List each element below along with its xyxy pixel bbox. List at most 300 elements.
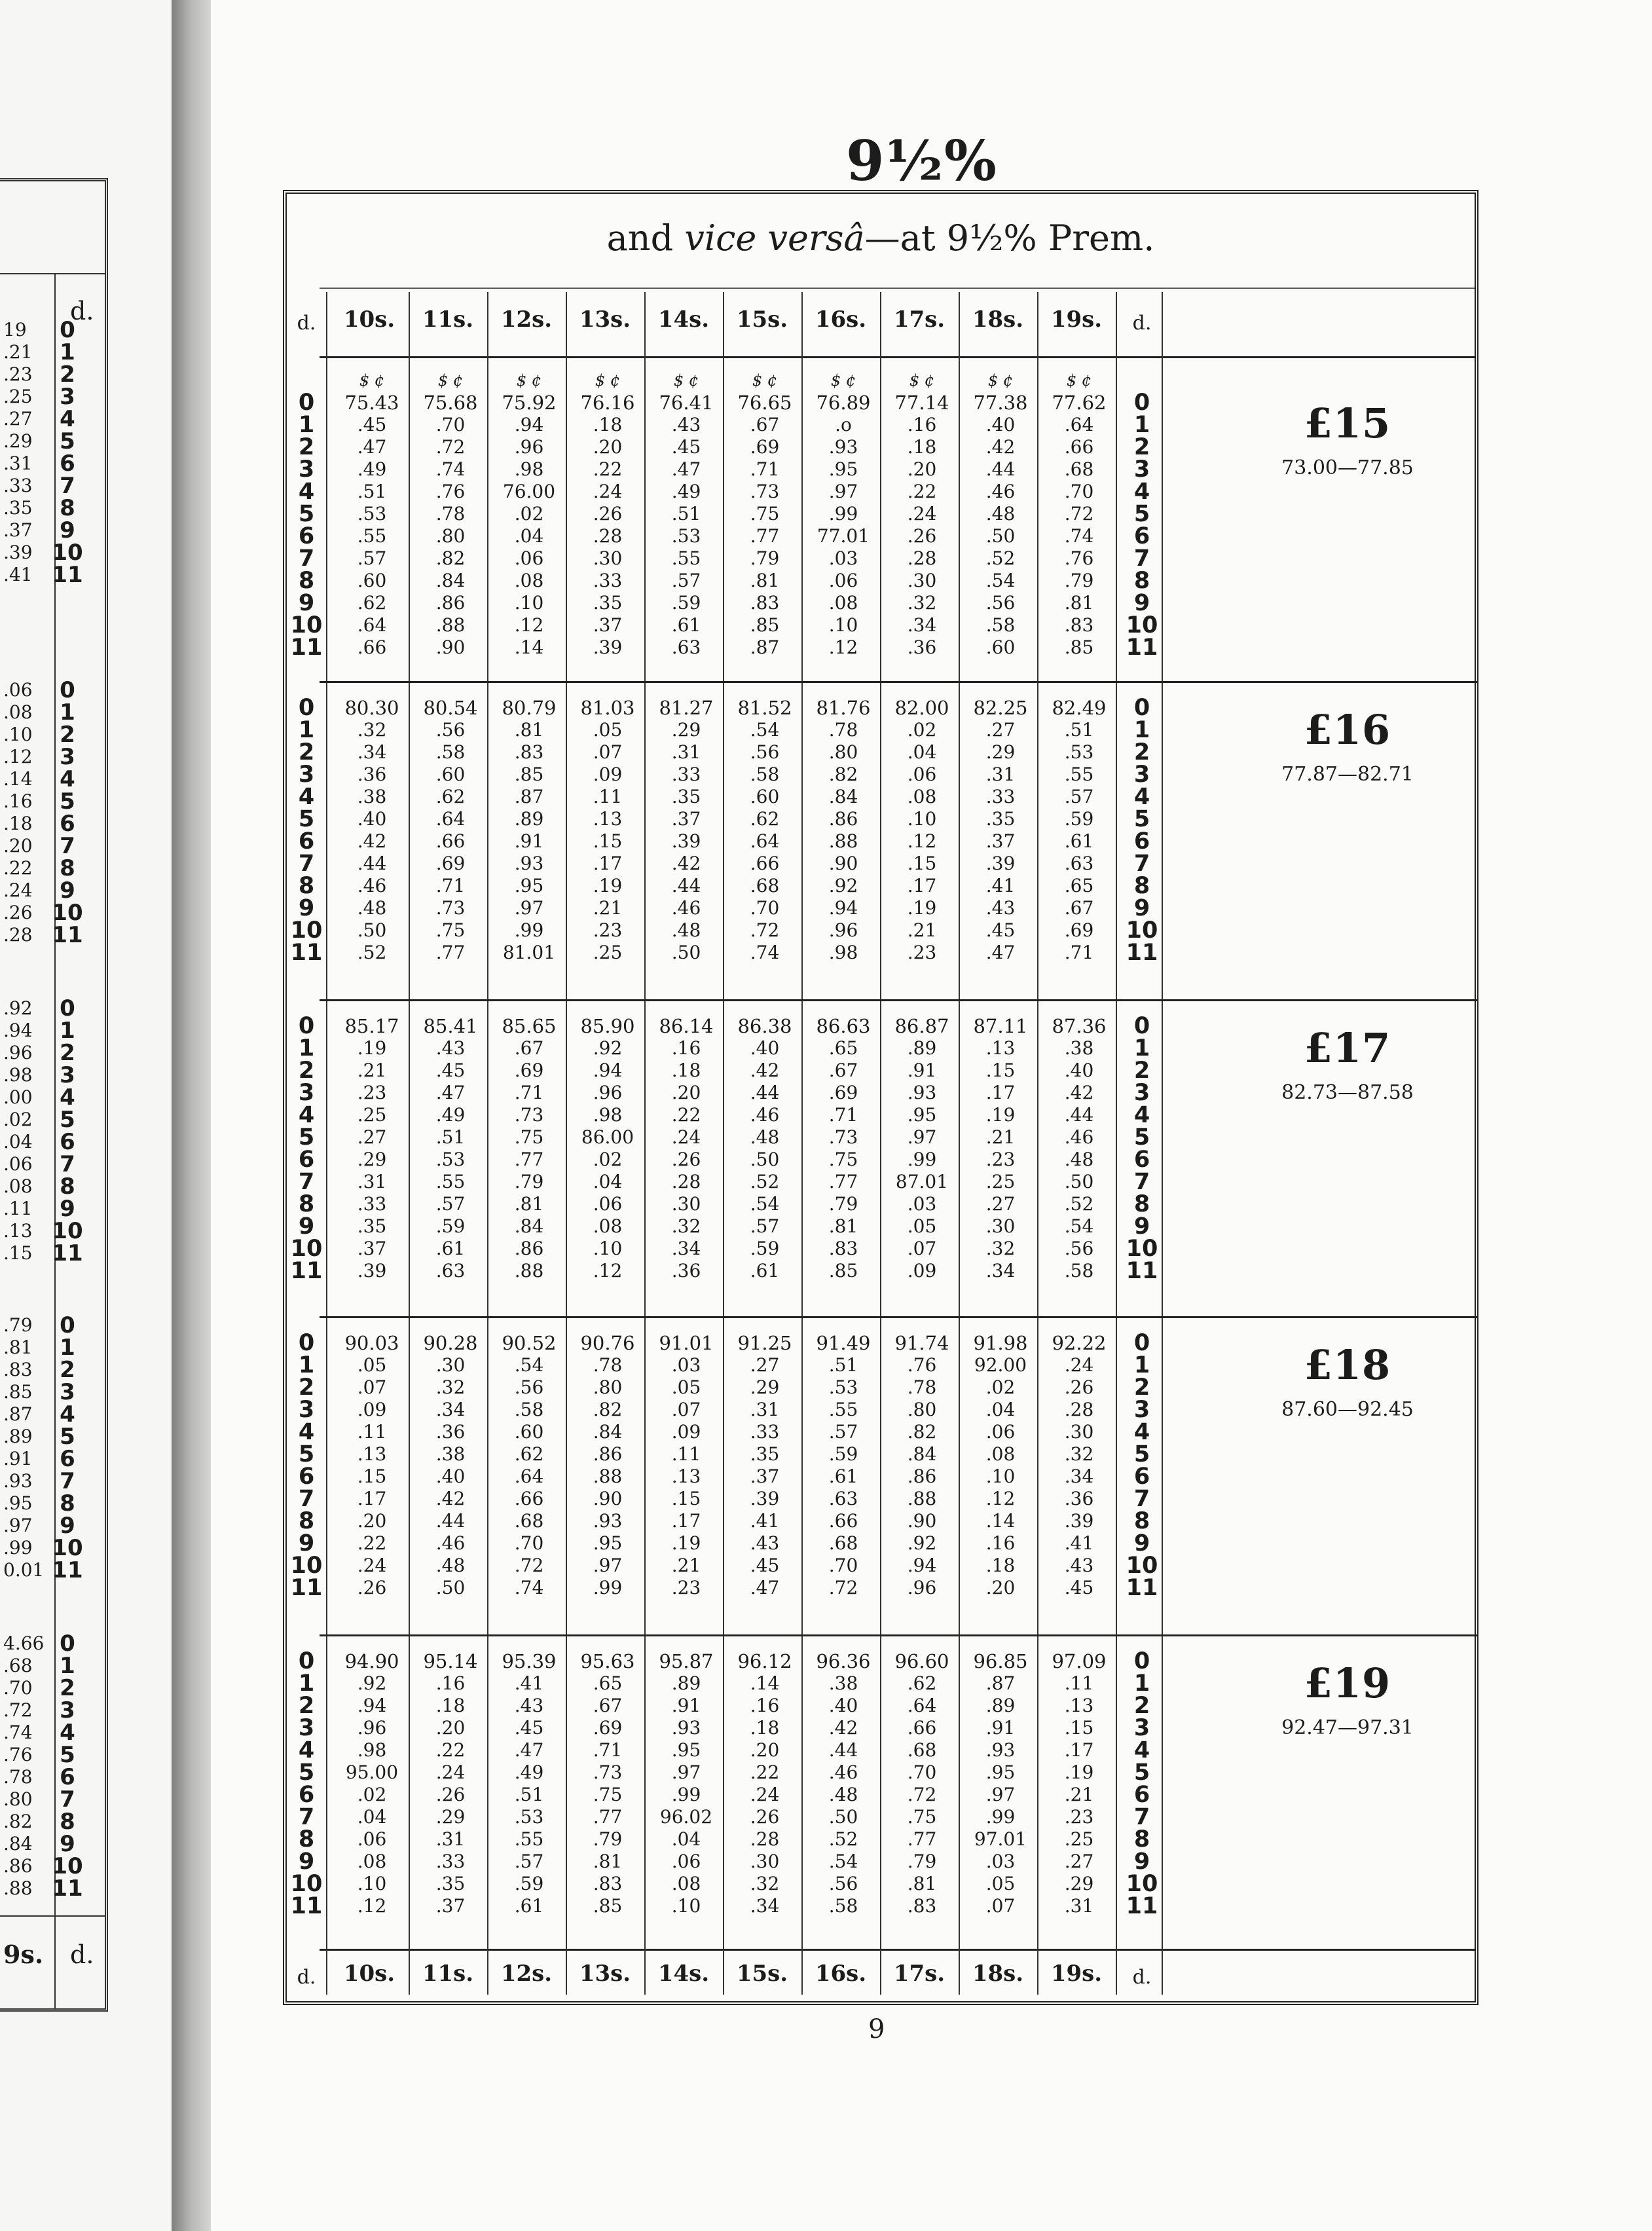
rate-value: .78	[435, 503, 466, 525]
rate-value: .22	[357, 1532, 387, 1554]
rate-value: .43	[514, 1695, 544, 1716]
rate-value: .91	[514, 830, 544, 852]
pence-label: 7	[298, 1804, 315, 1830]
rate-value: .83	[593, 1873, 623, 1894]
left-page-value: .02	[3, 1109, 33, 1130]
pence-label: 7	[1133, 1804, 1150, 1830]
rate-value: .07	[985, 1895, 1016, 1917]
rate-value: .52	[750, 1171, 780, 1192]
rate-value: .51	[671, 503, 701, 525]
left-page-pence: 8	[60, 495, 75, 521]
left-page-value: .08	[3, 1175, 33, 1197]
rate-value: .70	[1064, 481, 1094, 502]
left-page-row	[3, 997, 86, 1020]
rate-value: .62	[435, 786, 466, 807]
left-page-value: .41	[3, 564, 33, 585]
rate-value: .38	[828, 1672, 858, 1694]
rate-value: .64	[435, 808, 466, 830]
rate-value: .82	[435, 547, 466, 569]
rate-value: .66	[828, 1510, 858, 1532]
rate-value: .63	[828, 1488, 858, 1509]
left-footer-shilling: 9s.	[3, 1940, 44, 1969]
rate-value: .11	[671, 1443, 701, 1465]
rate-value: .16	[671, 1037, 701, 1059]
rate-value: .97	[985, 1784, 1016, 1805]
rate-value: .98	[593, 1104, 623, 1126]
rate-value: .77	[828, 1171, 858, 1192]
pence-label: 2	[1133, 1374, 1150, 1401]
rate-value: .60	[435, 764, 466, 785]
rate-value: 77.01	[817, 525, 870, 547]
rate-value: .78	[907, 1376, 937, 1398]
rate-value: .31	[671, 741, 701, 763]
rate-value: .48	[435, 1555, 466, 1576]
rate-value: .40	[435, 1466, 466, 1487]
pence-label: 9	[298, 1849, 315, 1875]
rate-value: .45	[435, 1060, 466, 1081]
rate-value: .14	[985, 1510, 1016, 1532]
left-page-value: .83	[3, 1359, 33, 1380]
value-column-17s	[883, 392, 961, 659]
rate-value: .26	[907, 525, 937, 547]
pence-label: 6	[1133, 523, 1150, 549]
value-column-15s	[725, 1650, 804, 1917]
pence-label: 5	[298, 501, 315, 527]
rate-value: .61	[671, 614, 701, 636]
rate-value: .36	[907, 636, 937, 658]
pence-column-left	[287, 392, 326, 659]
rate-value: .71	[514, 1082, 544, 1103]
rate-value: .11	[593, 786, 623, 807]
rate-value: 81.01	[502, 942, 556, 963]
left-page-value: .70	[3, 1677, 33, 1699]
left-page-row	[3, 564, 86, 586]
rate-value: .10	[671, 1895, 701, 1917]
pence-label: 1	[1133, 1670, 1150, 1697]
rate-value: .58	[750, 764, 780, 785]
left-page-pence: 1	[60, 699, 75, 726]
left-page-value: .15	[3, 1242, 33, 1264]
rate-value: .69	[828, 1082, 858, 1103]
rate-value: .32	[985, 1238, 1016, 1259]
rate-value: .58	[514, 1399, 544, 1420]
left-facing-page	[0, 0, 172, 2231]
left-page-row	[3, 1744, 86, 1766]
rate-value: .74	[514, 1577, 544, 1598]
left-page-pence: 6	[60, 811, 75, 837]
rate-value: .93	[985, 1739, 1016, 1761]
pence-label: 5	[1133, 806, 1150, 832]
header-shilling-17: 17s.	[893, 306, 945, 333]
left-page-value: .18	[3, 813, 33, 834]
rate-value: .62	[750, 808, 780, 830]
rate-value: .65	[1064, 875, 1094, 896]
rate-value: .84	[828, 786, 858, 807]
left-page-pence: 6	[60, 451, 75, 477]
pence-label: 6	[298, 1147, 315, 1173]
rate-value: 76.65	[737, 392, 792, 414]
rate-value: .12	[985, 1488, 1016, 1509]
rate-value: .43	[1064, 1555, 1094, 1576]
rate-value: .57	[1064, 786, 1094, 807]
rate-value: .22	[907, 481, 937, 502]
rate-value: .10	[357, 1873, 387, 1894]
left-page-value: .25	[3, 386, 33, 407]
rate-value: .37	[593, 614, 623, 636]
rate-value: .64	[907, 1695, 937, 1716]
rate-value: .93	[907, 1082, 937, 1103]
rate-value: .56	[1064, 1238, 1094, 1259]
rate-value: .32	[907, 592, 937, 614]
value-column-11s	[411, 697, 490, 964]
rate-value: .71	[750, 458, 780, 480]
currency-mark: $ ¢	[987, 371, 1014, 390]
rate-value: .28	[750, 1828, 780, 1850]
pence-label: 3	[1133, 1080, 1150, 1106]
pound-range: 92.47—97.31	[1281, 1716, 1414, 1739]
rate-value: .82	[828, 764, 858, 785]
rate-value: .43	[985, 897, 1016, 919]
pence-label: 8	[1133, 1191, 1150, 1217]
value-column-16s	[804, 1332, 883, 1599]
rate-value: .31	[357, 1171, 387, 1192]
rate-value: .50	[1064, 1171, 1094, 1192]
rate-value: .69	[514, 1060, 544, 1081]
header-d-right: d.	[1132, 312, 1152, 335]
rate-value: .90	[907, 1510, 937, 1532]
pence-label: 9	[298, 590, 315, 616]
value-column-16s	[804, 392, 883, 659]
left-page-pence: 0	[60, 995, 75, 1022]
rate-value: 90.03	[344, 1332, 399, 1354]
left-page-value: .95	[3, 1492, 33, 1514]
column-rule	[326, 292, 327, 1995]
rate-value: .30	[593, 547, 623, 569]
left-page-row	[3, 1448, 86, 1470]
rate-value: .80	[435, 525, 466, 547]
pence-label: 8	[298, 1508, 315, 1534]
currency-mark-cell	[961, 369, 1040, 392]
rate-value: .02	[907, 719, 937, 741]
left-page-value: .12	[3, 746, 33, 767]
pence-label: 4	[298, 784, 315, 810]
rate-value: .28	[671, 1171, 701, 1192]
rate-value: .07	[357, 1376, 387, 1398]
rate-value: 97.09	[1052, 1650, 1107, 1672]
left-page-value: .79	[3, 1314, 33, 1336]
rate-value: .43	[750, 1532, 780, 1554]
left-page-row	[3, 363, 86, 386]
left-page-pence: 0	[60, 1631, 75, 1657]
rate-value: .88	[593, 1466, 623, 1487]
left-page-value: .10	[3, 724, 33, 745]
left-page-row	[3, 679, 86, 701]
pound-amount: £16	[1304, 706, 1391, 754]
pence-label: 11	[290, 940, 323, 966]
rate-value: .29	[671, 719, 701, 741]
rate-value: .84	[514, 1215, 544, 1237]
left-page-value: .96	[3, 1042, 33, 1063]
rate-value: .86	[435, 592, 466, 614]
rate-value: .44	[357, 853, 387, 874]
pence-label: 8	[1133, 873, 1150, 899]
rate-value: .08	[671, 1873, 701, 1894]
pence-label: 11	[1126, 1575, 1158, 1601]
pence-label: 8	[298, 1191, 315, 1217]
rate-value: .70	[514, 1532, 544, 1554]
value-column-17s	[883, 697, 961, 964]
rate-value: .41	[750, 1510, 780, 1532]
rate-value: .55	[828, 1399, 858, 1420]
rate-value: .16	[435, 1672, 466, 1694]
left-page-value: .26	[3, 902, 33, 923]
rate-value: .02	[985, 1376, 1016, 1398]
left-page-value: .76	[3, 1744, 33, 1765]
rate-value: .16	[750, 1695, 780, 1716]
rate-value: .99	[514, 919, 544, 941]
value-column-12s	[490, 392, 568, 659]
rate-value: .58	[435, 741, 466, 763]
footer-shilling-15: 15s.	[736, 1961, 788, 1987]
rate-value: .96	[514, 436, 544, 458]
left-page-value: .20	[3, 835, 33, 857]
value-column-13s	[568, 697, 647, 964]
left-page-row	[3, 768, 86, 790]
rate-value: .93	[828, 436, 858, 458]
rate-value: .37	[671, 808, 701, 830]
rate-value: .46	[750, 1104, 780, 1126]
rate-value: .28	[593, 525, 623, 547]
rate-value: .98	[514, 458, 544, 480]
rate-value: .24	[435, 1761, 466, 1783]
rate-value: .70	[907, 1761, 937, 1783]
rate-value: 85.41	[423, 1015, 478, 1037]
rate-value: 90.52	[502, 1332, 557, 1354]
rate-value: .39	[750, 1488, 780, 1509]
left-page-row	[3, 1131, 86, 1153]
value-column-18s	[961, 1650, 1040, 1917]
rate-value: .44	[828, 1739, 858, 1761]
left-page-pence: 0	[60, 317, 75, 343]
section-rule	[320, 1634, 1478, 1636]
left-page-row	[3, 790, 86, 813]
rate-value: .34	[357, 741, 387, 763]
rate-value: .31	[435, 1828, 466, 1850]
rate-value: .87	[514, 786, 544, 807]
rate-value: .34	[1064, 1466, 1094, 1487]
title-italic: vice versâ	[684, 217, 865, 259]
rate-value: .74	[1064, 525, 1094, 547]
rate-value: .55	[514, 1828, 544, 1850]
footer-shilling-14: 14s.	[657, 1961, 710, 1987]
left-page-pence: 4	[60, 1401, 75, 1428]
rate-value: .78	[593, 1354, 623, 1376]
pound-block	[1223, 399, 1472, 479]
rate-value: .35	[357, 1215, 387, 1237]
left-page-row	[3, 452, 86, 475]
rate-value: .29	[435, 1806, 466, 1828]
rate-value: .79	[750, 547, 780, 569]
currency-mark: $ ¢	[437, 371, 464, 390]
left-page-row	[3, 1242, 86, 1264]
value-column-16s	[804, 1650, 883, 1917]
rate-value: 81.52	[737, 697, 792, 719]
value-column-19s	[1040, 697, 1118, 964]
pence-label: 10	[290, 1553, 323, 1579]
rate-value: .37	[357, 1238, 387, 1259]
value-column-12s	[490, 1015, 568, 1282]
rate-value: .37	[750, 1466, 780, 1487]
rate-value: .97	[514, 897, 544, 919]
pound-range: 77.87—82.71	[1281, 763, 1414, 786]
rate-value: 81.03	[580, 697, 635, 719]
pence-label: 0	[298, 695, 315, 721]
rate-value: .22	[671, 1104, 701, 1126]
value-column-14s	[647, 1015, 725, 1282]
pence-label: 5	[1133, 1124, 1150, 1151]
rate-value: .33	[357, 1193, 387, 1215]
rate-value: .04	[593, 1171, 623, 1192]
rate-value: .34	[985, 1260, 1016, 1281]
left-page-value: .72	[3, 1699, 33, 1721]
left-page-value: .74	[3, 1722, 33, 1743]
rate-value: .27	[357, 1126, 387, 1148]
rate-value: 80.30	[344, 697, 399, 719]
pence-column-right	[1122, 1650, 1162, 1917]
left-page-row	[3, 341, 86, 363]
rate-value: .33	[593, 570, 623, 591]
rate-value: .95	[514, 875, 544, 896]
left-page-pence: 8	[60, 1490, 75, 1517]
rate-value: .80	[907, 1399, 937, 1420]
rate-value: .54	[750, 719, 780, 741]
rate-value: .15	[357, 1466, 387, 1487]
rate-value: .66	[514, 1488, 544, 1509]
left-page-pence: 1	[60, 1018, 75, 1044]
rate-value: .35	[435, 1873, 466, 1894]
rate-value: 96.36	[816, 1650, 871, 1672]
rate-value: .27	[985, 1193, 1016, 1215]
rate-value: .42	[985, 436, 1016, 458]
rate-value: .27	[985, 719, 1016, 741]
rate-value: .06	[985, 1421, 1016, 1443]
rate-value: .70	[828, 1555, 858, 1576]
left-page-row	[3, 857, 86, 879]
rate-value: .51	[514, 1784, 544, 1805]
footer-shilling-13: 13s.	[579, 1961, 631, 1987]
pence-label: 1	[1133, 1352, 1150, 1378]
rate-value: .81	[514, 719, 544, 741]
pence-label: 3	[298, 1715, 315, 1741]
rate-value: .07	[593, 741, 623, 763]
rate-value: .64	[357, 614, 387, 636]
pence-label: 11	[1126, 940, 1158, 966]
rate-value: .87	[750, 636, 780, 658]
section-rule	[320, 1316, 1478, 1318]
pence-label: 4	[1133, 1737, 1150, 1763]
rate-value: 87.11	[973, 1015, 1028, 1037]
value-column-17s	[883, 1332, 961, 1599]
rate-value: .65	[593, 1672, 623, 1694]
header-shilling-15: 15s.	[736, 306, 788, 333]
rate-value: .57	[357, 547, 387, 569]
rate-value: .46	[671, 897, 701, 919]
rate-value: .54	[985, 570, 1016, 591]
rate-value: .17	[593, 853, 623, 874]
rate-value: .24	[907, 503, 937, 525]
rate-value: .88	[435, 614, 466, 636]
left-page-pence: 5	[60, 1424, 75, 1450]
rate-value: .44	[671, 875, 701, 896]
rate-value: .45	[514, 1717, 544, 1739]
rate-value: .86	[593, 1443, 623, 1465]
rate-value: .33	[750, 1421, 780, 1443]
rate-value: .69	[435, 853, 466, 874]
left-page-pence: 3	[60, 1062, 75, 1088]
pence-label: 6	[1133, 828, 1150, 855]
header-shilling-18: 18s.	[972, 306, 1024, 333]
pence-label: 0	[1133, 390, 1150, 416]
left-page-value: 0.01	[3, 1559, 45, 1581]
left-page-value: .89	[3, 1426, 33, 1447]
pence-label: 2	[1133, 1058, 1150, 1084]
rate-value: .18	[985, 1555, 1016, 1576]
pence-label: 3	[298, 1397, 315, 1423]
left-page-value: .04	[3, 1131, 33, 1152]
rate-value: .24	[671, 1126, 701, 1148]
rate-value: .26	[750, 1806, 780, 1828]
page-number: 9	[868, 2014, 885, 2044]
rate-value: .95	[985, 1761, 1016, 1783]
footer-shilling-11: 11s.	[422, 1961, 474, 1987]
left-page-pence: 3	[60, 744, 75, 770]
rate-value: .16	[907, 414, 937, 435]
rate-value: .05	[593, 719, 623, 741]
rate-value: .67	[828, 1060, 858, 1081]
left-page-row	[3, 497, 86, 519]
pence-label: 6	[298, 1464, 315, 1490]
rate-value: .95	[593, 1532, 623, 1554]
left-page-row	[3, 1198, 86, 1220]
value-column-12s	[490, 1332, 568, 1599]
left-page-pence: 10	[52, 1218, 83, 1244]
pence-label: 2	[1133, 434, 1150, 460]
rate-value: .03	[907, 1193, 937, 1215]
footer-shilling-10: 10s.	[343, 1961, 395, 1987]
value-column-10s	[333, 697, 411, 964]
pence-label: 7	[298, 851, 315, 877]
pence-label: 6	[298, 828, 315, 855]
rate-value: .76	[1064, 547, 1094, 569]
rate-value: .89	[985, 1695, 1016, 1716]
rate-value: .56	[750, 741, 780, 763]
rate-value: .50	[828, 1806, 858, 1828]
pence-label: 10	[290, 917, 323, 944]
rate-value: .35	[671, 786, 701, 807]
left-page-block	[3, 1632, 86, 1900]
pence-label: 10	[1126, 1236, 1158, 1262]
rate-value: 90.76	[580, 1332, 635, 1354]
rate-value: 76.16	[580, 392, 635, 414]
rate-value: 86.00	[581, 1126, 634, 1148]
rate-value: .68	[907, 1739, 937, 1761]
value-column-14s	[647, 1650, 725, 1917]
left-page-row	[3, 701, 86, 724]
left-page-value: .00	[3, 1086, 33, 1108]
value-column-18s	[961, 697, 1040, 964]
rate-value: .77	[435, 942, 466, 963]
rate-value: .32	[357, 719, 387, 741]
